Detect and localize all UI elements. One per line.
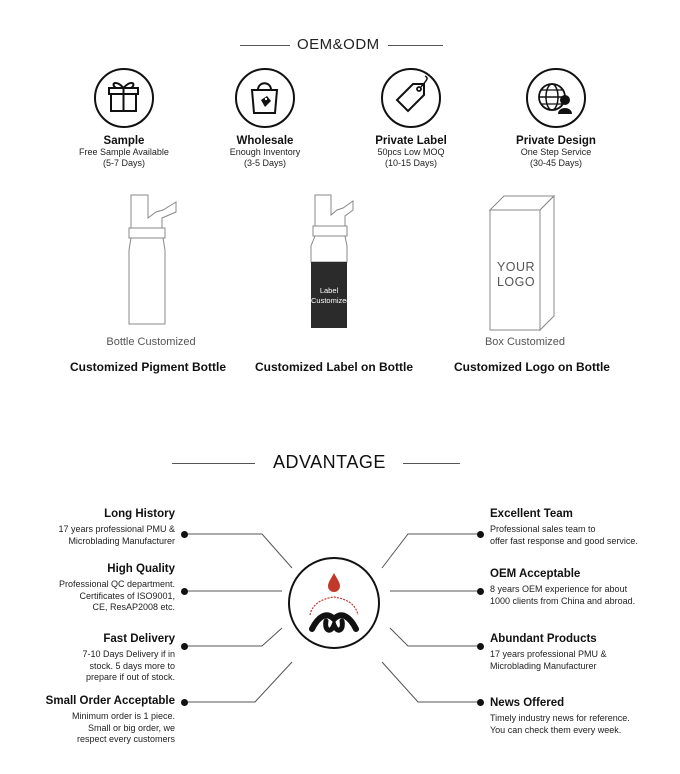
advantage-text: prepare if out of stock. (85, 672, 175, 682)
advantage-text: Professional sales team to (490, 524, 596, 534)
advantage-text: 8 years OEM experience for about (490, 584, 628, 594)
advantage-text: CE, ResAP2008 etc. (92, 602, 175, 612)
advantage-text: 17 years professional PMU & (58, 524, 175, 534)
advantage-excellent-team (490, 508, 675, 547)
label-line: Customized (311, 296, 351, 305)
service-title: Private Label (375, 135, 447, 147)
connector-dot (181, 531, 188, 538)
advantage-title: News Offered (490, 697, 565, 709)
advantage-abundant-products (490, 633, 675, 672)
advantage-high-quality (0, 563, 175, 614)
advantage-title: Long History (104, 508, 175, 520)
connector-dot (477, 531, 484, 538)
advantage-oem-acceptable (490, 568, 675, 607)
connector-dot (181, 643, 188, 650)
connector-dot (477, 699, 484, 706)
service-title: Wholesale (236, 135, 294, 147)
advantage-title: High Quality (107, 563, 175, 575)
brand-logo (288, 557, 380, 649)
service-detail: 50pcs Low MOQ (377, 147, 445, 157)
oem-section-title: OEM&ODM (297, 36, 380, 53)
advantage-text: respect every customers (76, 734, 175, 744)
advantage-text: Microblading Manufacturer (490, 660, 597, 671)
advantage-text: Minimum order is 1 piece. (71, 711, 175, 721)
brand-logo-mark (290, 559, 378, 647)
advantage-news-offered (490, 697, 675, 736)
advantage-text: Professional QC department. (58, 579, 175, 589)
service-duration: (30-45 Days) (529, 158, 583, 168)
advantage-title: Small Order Acceptable (45, 695, 175, 707)
advantage-text: offer fast response and good service. (490, 535, 638, 546)
box-logo-line: YOUR (496, 260, 536, 274)
connector-dot (477, 588, 484, 595)
advantage-small-order (0, 695, 175, 746)
advantage-title: Excellent Team (490, 508, 573, 520)
label-line: Label (319, 286, 339, 295)
service-detail: Enough Inventory (229, 147, 301, 157)
advantage-text: 17 years professional PMU & (490, 649, 607, 659)
service-title: Private Design (516, 135, 596, 147)
service-duration: (10-15 Days) (384, 158, 438, 168)
product-caption: Box Customized (484, 336, 566, 348)
connector-dot (181, 588, 188, 595)
service-detail: Free Sample Available (79, 147, 169, 157)
product-title: Customized Logo on Bottle (454, 360, 610, 374)
advantage-title: OEM Acceptable (490, 568, 581, 580)
service-duration: (3-5 Days) (243, 158, 286, 168)
product-caption: Bottle Customized (106, 336, 196, 348)
advantage-fast-delivery (0, 633, 175, 684)
advantage-text: 7-10 Days Delivery if in (82, 649, 175, 659)
advantage-text: stock. 5 days more to (89, 660, 175, 671)
advantage-title: Fast Delivery (103, 633, 175, 645)
product-title: Customized Pigment Bottle (69, 360, 226, 374)
service-duration: (5-7 Days) (102, 158, 145, 168)
connector-dot (477, 643, 484, 650)
advantage-text: 1000 clients from China and abroad. (490, 595, 636, 606)
advantage-text: Timely industry news for reference. (490, 713, 630, 723)
advantage-text: Microblading Manufacturer (68, 535, 175, 546)
advantage-title: Abundant Products (490, 633, 597, 645)
connector-dot (181, 699, 188, 706)
advantage-text: Certificates of ISO9001, (79, 590, 175, 601)
service-title: Sample (103, 135, 145, 147)
advantage-text: Small or big order, we (87, 722, 175, 733)
advantage-long-history (0, 508, 175, 547)
advantage-text: You can check them every week. (490, 724, 622, 735)
service-detail: One Step Service (520, 147, 592, 157)
product-title: Customized Label on Bottle (254, 360, 413, 374)
box-logo-line: LOGO (496, 275, 536, 289)
advantage-section-title: ADVANTAGE (273, 452, 386, 472)
